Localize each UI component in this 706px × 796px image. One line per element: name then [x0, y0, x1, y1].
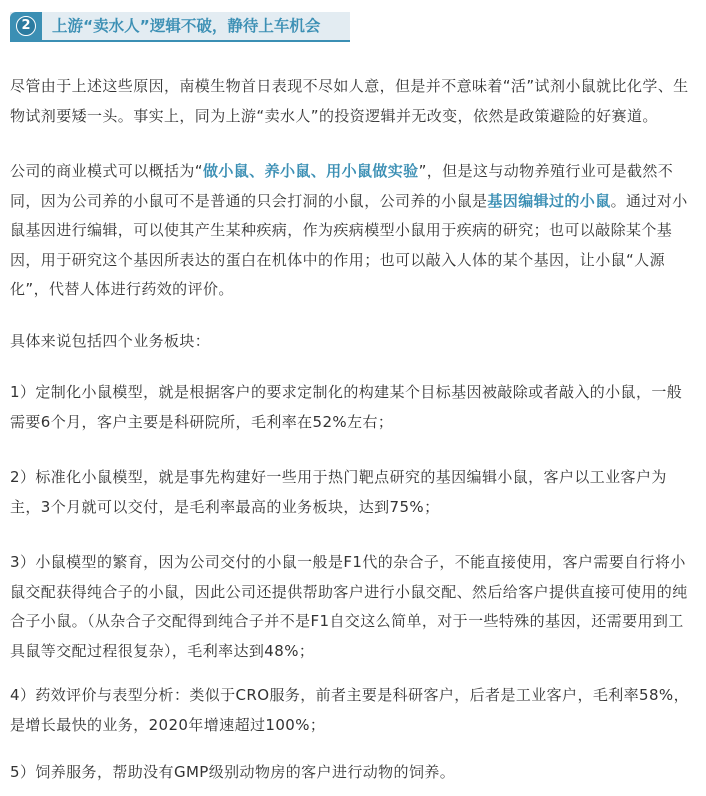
header-underline — [10, 40, 350, 42]
business-model-text-2: ”，但是这与动物养殖行业可是截然不同，因为公司养的小鼠可不是普通的只会打洞的小鼠，公司养的小鼠是 — [10, 162, 674, 210]
business-model-text-3: 。通过对小鼠基因进行编辑，可以使其产生某种疾病，作为疾病模型小鼠用于疾病的研究；也可以敲除某个基因，用于研究这个基因所表达的蛋白在机体中的作用；也可以敲入人体的某个基因，让小鼠“人源化”，代替人体进行药效的评价。 — [10, 191, 688, 298]
paragraph-segment-5: 5）饲养服务，帮助没有GMP级别动物房的客户进行动物的饲养。 — [10, 763, 456, 781]
section-header — [10, 12, 350, 44]
paragraph-segment-3: 3）小鼠模型的繁育，因为公司交付的小鼠一般是F1代的杂合子，不能直接使用，客户需要自行将小鼠交配获得纯合子的小鼠，因此公司还提供帮助客户进行小鼠交配、然后给客户提供直接可使用的纯合子小鼠。（从杂合子交配得到纯合子并不是F1自交这么简单，对于一些特殊的基因，还需要用到工具鼠等交配过程很复杂），毛利率达到48%； — [10, 553, 688, 660]
paragraph-segment-2: 2）标准化小鼠模型，就是事先构建好一些用于热门靶点研究的基因编辑小鼠，客户以工业客户为主，3个月就可以交付，是毛利率最高的业务板块，达到75%； — [10, 468, 667, 516]
paragraph-segments-intro: 具体来说包括四个业务板块： — [10, 332, 211, 350]
highlight-mouse-business: 做小鼠、养小鼠、用小鼠做实验 — [202, 162, 419, 180]
section-title: 上游“卖水人”逻辑不破，静待上车机会 — [52, 17, 321, 35]
paragraph-business-model — [10, 157, 690, 305]
business-model-text-1: 公司的商业模式可以概括为“ — [10, 162, 203, 180]
paragraph-intro: 尽管由于上述这些原因，南模生物首日表现不尽如人意，但是并不意味着“活”试剂小鼠就比化学、生物试剂要矮一头。事实上，同为上游“卖水人”的投资逻辑并无改变，依然是政策避险的好赛道。 — [10, 77, 689, 125]
section-number: 2 — [16, 16, 36, 36]
paragraph-segment-1: 1）定制化小鼠模型，就是根据客户的要求定制化的构建某个目标基因被敲除或者敲入的小鼠，一般需要6个月，客户主要是科研院所，毛利率在52%左右； — [10, 383, 683, 431]
highlight-gene-edited-mouse: 基因编辑过的小鼠 — [487, 191, 611, 210]
paragraph-segment-4: 4）药效评价与表型分析：类似于CRO服务，前者主要是科研客户，后者是工业客户，毛利率58%，是增长最快的业务，2020年增速超过100%； — [10, 686, 689, 734]
